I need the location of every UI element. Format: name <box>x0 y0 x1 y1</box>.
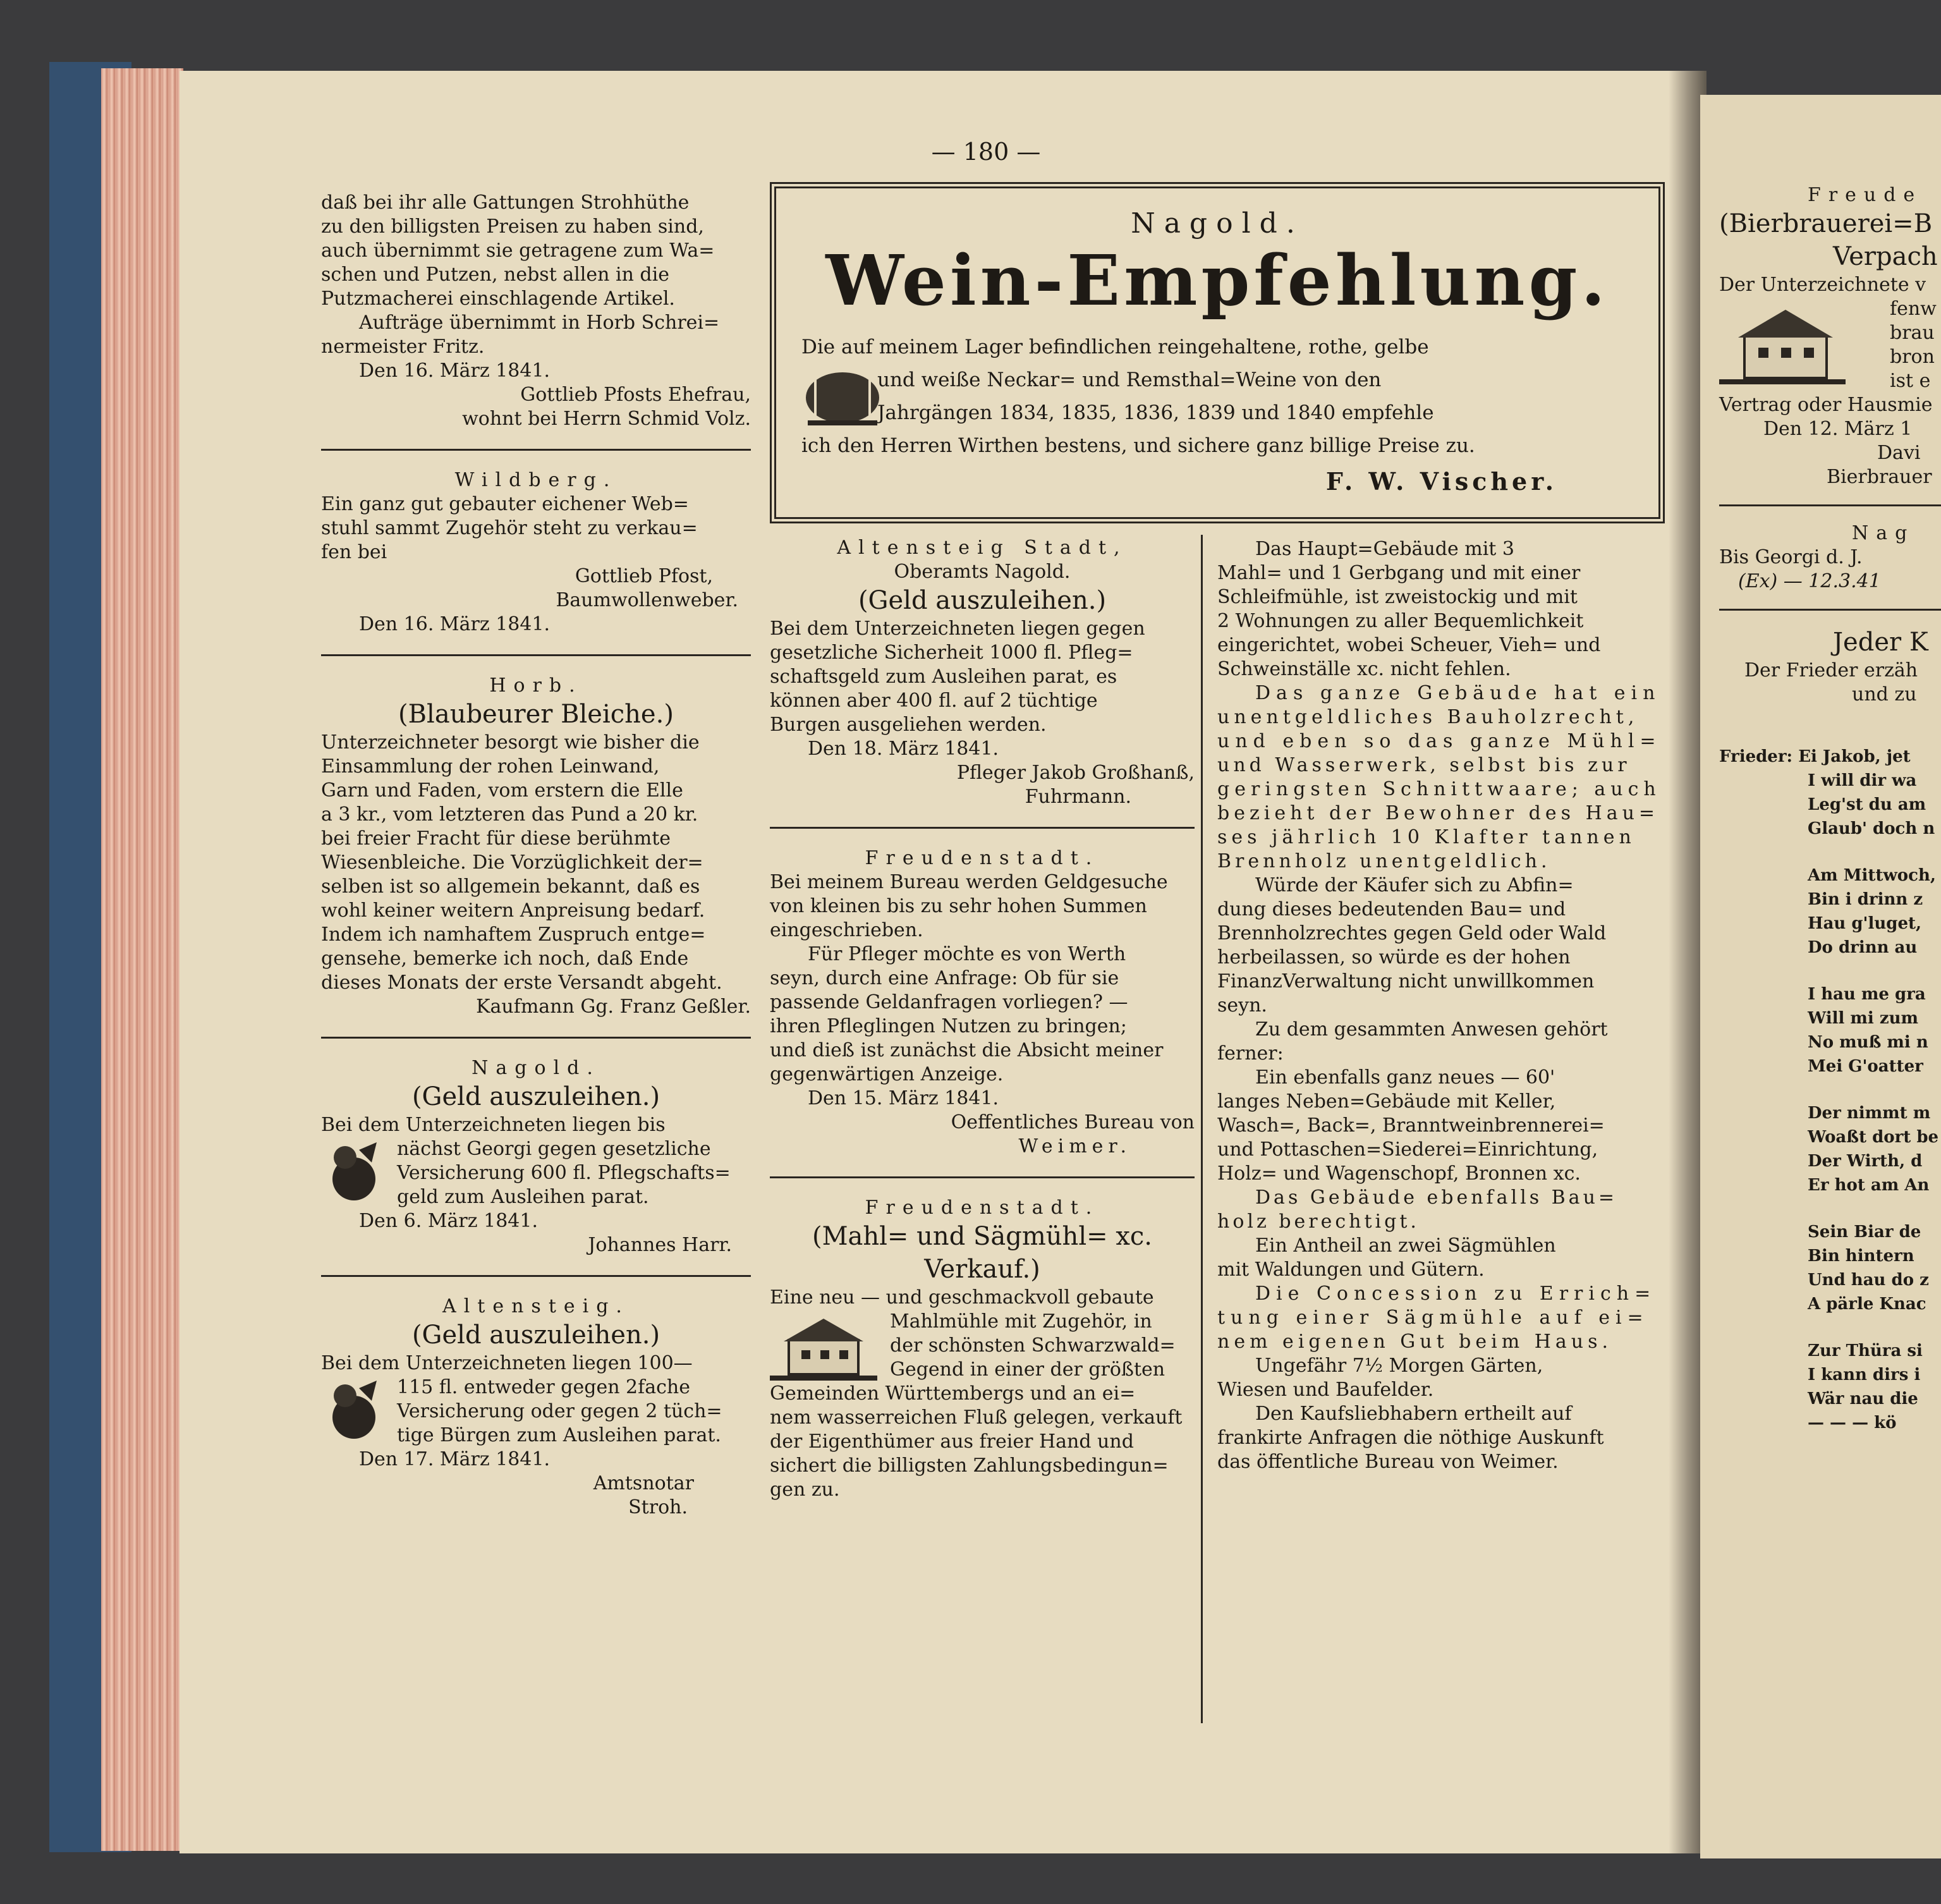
bleaching-notice <box>321 674 751 1019</box>
handwritten-note: (Ex) — 12.3.41 <box>1738 570 1881 592</box>
signature: Gottlieb Pfost, <box>575 565 713 587</box>
divider <box>770 827 1195 829</box>
loan-notice-altensteig-stadt <box>770 536 1195 809</box>
notice-heading: Altensteig. <box>442 1295 630 1317</box>
text-line: Verpach <box>1833 242 1938 271</box>
text-line: Schleifmühle, ist zweistockig und mit <box>1217 586 1578 608</box>
poem-line: I will dir wa <box>1808 771 1917 790</box>
text-line: Das Gebäude ebenfalls Bau= <box>1255 1187 1618 1209</box>
text-line: können aber 400 fl. auf 2 tüchtige <box>770 690 1098 712</box>
text-line: nächst Georgi gegen gesetzliche <box>397 1138 711 1160</box>
text-line: und dieß ist zunächst die Absicht meiner <box>770 1039 1164 1061</box>
text-line: zu den billigsten Preisen zu haben sind, <box>321 216 704 238</box>
poem-line: Do drinn au <box>1808 938 1918 957</box>
ad-signature: F. W. Vischer. <box>1325 467 1557 496</box>
ad-title: Wein-Empfehlung. <box>825 240 1609 321</box>
text-line: gensehe, bemerke ich noch, daß Ende <box>321 948 689 970</box>
poem-line: Bin hintern <box>1808 1247 1914 1266</box>
loan-notice-altensteig <box>321 1295 751 1520</box>
text-line: das öffentliche Bureau von Weimer. <box>1217 1451 1559 1473</box>
loan-notice-nagold <box>321 1056 751 1257</box>
poem-line: Sein Biar de <box>1808 1223 1921 1242</box>
notice-heading: Altensteig Stadt, <box>837 537 1128 559</box>
signature: wohnt bei Herrn Schmid Volz. <box>462 408 751 430</box>
text-line: selben ist so allgemein bekannt, daß es <box>321 876 700 898</box>
page-edges <box>101 68 183 1851</box>
date-line: Den 16. März 1841. <box>359 360 551 382</box>
bureau-notice <box>770 846 1195 1159</box>
text-line: Ein ganz gut gebauter eichener Web= <box>321 493 689 515</box>
notice-heading: Wildberg. <box>454 469 618 491</box>
text-line: Schweinställe xc. nicht fehlen. <box>1217 658 1511 680</box>
text-line: gegenwärtigen Anzeige. <box>770 1063 1004 1085</box>
text-line: Wiesenbleiche. Die Vorzüglichkeit der= <box>321 851 703 874</box>
text-line: Nag <box>1852 522 1915 544</box>
wine-barrel-icon <box>801 367 884 428</box>
text-line: Bei dem Unterzeichneten liegen bis <box>321 1114 666 1136</box>
text-line: (Bierbrauerei=B <box>1719 209 1933 238</box>
text-line: Davi <box>1877 442 1921 464</box>
loom-sale-notice <box>321 468 751 637</box>
right-column <box>1217 537 1662 1474</box>
text-line: fenw <box>1890 298 1937 320</box>
poem-line: — — — kö <box>1808 1413 1897 1432</box>
notice-title: (Mahl= und Sägmühl= xc. <box>812 1222 1153 1251</box>
text-line: nem wasserreichen Fluß gelegen, verkauft <box>770 1407 1183 1429</box>
signature: Amtsnotar <box>593 1472 694 1494</box>
ad-line: Jahrgängen 1834, 1835, 1836, 1839 und 1840 empfehle <box>877 401 1434 424</box>
text-line: frankirte Anfragen die nöthige Auskunft <box>1217 1427 1604 1449</box>
facing-page <box>1700 95 1941 1858</box>
column-divider <box>1201 535 1203 1723</box>
notice-subheading: Oberamts Nagold. <box>894 561 1071 583</box>
notice-title: (Geld auszuleihen.) <box>411 1082 660 1111</box>
illustrated-lines <box>321 1376 751 1448</box>
divider <box>321 1275 751 1277</box>
divider <box>770 1176 1195 1178</box>
notice-title: (Blaubeurer Bleiche.) <box>398 700 674 729</box>
poem-line: Bin i drinn z <box>1808 890 1923 909</box>
poem-line: Woaßt dort be <box>1808 1128 1939 1147</box>
text-line: nem eigenen Gut beim Haus. <box>1217 1331 1613 1353</box>
text-line: fen bei <box>321 541 387 563</box>
facing-page-text <box>1719 183 1941 1435</box>
text-line: tung einer Sägmühle auf ei= <box>1217 1307 1649 1329</box>
poem-line: Frieder: Ei Jakob, jet <box>1719 747 1911 766</box>
text-line: gen zu. <box>770 1479 840 1501</box>
text-line: Der Frieder erzäh <box>1744 659 1918 681</box>
text-line: dung dieses bedeutenden Bau= und <box>1217 898 1566 920</box>
text-line: langes Neben=Gebäude mit Keller, <box>1217 1090 1556 1113</box>
text-line: Das ganze Gebäude hat ein <box>1255 682 1661 704</box>
text-line: ses jährlich 10 Klafter tannen <box>1217 826 1636 848</box>
text-line: daß bei ihr alle Gattungen Strohhüthe <box>321 192 690 214</box>
poem-line: Mei G'oatter <box>1808 1057 1923 1076</box>
text-line: Für Pfleger möchte es von Werth <box>808 943 1126 965</box>
text-line: 115 fl. entweder gegen 2fache <box>397 1376 691 1398</box>
divider <box>321 1037 751 1039</box>
ad-content <box>801 201 1633 496</box>
text-line: Den 12. März 1 <box>1763 418 1913 440</box>
text-line: Gegend in einer der größten <box>890 1358 1165 1381</box>
notice-title: Verkauf.) <box>924 1255 1040 1284</box>
ad-line: Die auf meinem Lager befindlichen reingehaltene, rothe, gelbe <box>801 336 1429 358</box>
poem-line: Leg'st du am <box>1808 795 1926 814</box>
text-line: Die Concession zu Errich= <box>1255 1283 1657 1305</box>
notice-heading: Freudenstadt. <box>865 1197 1100 1219</box>
illustrated-lines <box>770 1310 1195 1382</box>
date-line: Den 6. März 1841. <box>359 1210 538 1232</box>
poem-line: Der Wirth, d <box>1808 1152 1923 1171</box>
text-line: Bei dem Unterzeichneten liegen gegen <box>770 618 1145 640</box>
text-line: bei freier Fracht für diese berühmte <box>321 827 671 850</box>
text-line: Burgen ausgeliehen werden. <box>770 714 1047 736</box>
wine-advertisement <box>770 182 1665 523</box>
text-line: Das Haupt=Gebäude mit 3 <box>1255 538 1514 560</box>
mill-house-icon <box>770 1312 877 1384</box>
divider <box>1719 504 1941 506</box>
signature: Oeffentliches Bureau von <box>951 1111 1195 1133</box>
signature: Kaufmann Gg. Franz Geßler. <box>476 996 751 1018</box>
date-line: Den 17. März 1841. <box>359 1448 551 1470</box>
text-line: Würde der Käufer sich zu Abfin= <box>1255 874 1574 896</box>
poem-line: Hau g'luget, <box>1808 914 1922 933</box>
poem-line: A pärle Knac <box>1808 1295 1926 1314</box>
poem-line: I hau me gra <box>1808 985 1926 1004</box>
left-column <box>321 191 751 1520</box>
notice-heading: Nagold. <box>472 1057 600 1079</box>
text-line: Mahl= und 1 Gerbgang und mit einer <box>1217 562 1581 584</box>
text-line: seyn, durch eine Anfrage: Ob für sie <box>770 967 1119 989</box>
notice-title: (Geld auszuleihen.) <box>411 1321 660 1350</box>
notice-heading: Horb. <box>489 674 583 697</box>
text-line: 2 Wohnungen zu aller Bequemlichkeit <box>1217 610 1584 632</box>
ad-place: Nagold. <box>1131 207 1304 240</box>
text-line: Brennholz unentgeldlich. <box>1217 850 1551 872</box>
poem-line: I kann dirs i <box>1808 1365 1921 1384</box>
text-line: Ungefähr 7½ Morgen Gärten, <box>1255 1355 1543 1377</box>
text-line: ist e <box>1890 370 1931 392</box>
text-line: Unterzeichneter besorgt wie bisher die <box>321 731 700 754</box>
text-line: gesetzliche Sicherheit 1000 fl. Pfleg= <box>770 642 1133 664</box>
text-line: Wasch=, Back=, Branntweinbrennerei= <box>1217 1114 1605 1137</box>
signature: Stroh. <box>628 1496 688 1518</box>
text-line: eingeschrieben. <box>770 919 923 941</box>
text-line: passende Geldanfragen vorliegen? — <box>770 991 1128 1013</box>
text-line: sichert die billigsten Zahlungsbedingun= <box>770 1455 1169 1477</box>
signature: Johannes Harr. <box>588 1234 732 1256</box>
text-line: Versicherung oder gegen 2 tüch= <box>397 1400 722 1422</box>
divider <box>321 449 751 451</box>
signature: Baumwollenweber. <box>556 589 738 611</box>
text-line: brau <box>1890 322 1935 344</box>
text-line: Bis Georgi d. J. <box>1719 546 1863 568</box>
text-line: bezieht der Bewohner des Hau= <box>1217 802 1660 824</box>
text-line: schen und Putzen, nebst allen in die <box>321 264 669 286</box>
poem-line: Zur Thüra si <box>1808 1341 1923 1360</box>
date-line: Den 15. März 1841. <box>808 1087 999 1109</box>
text-line: der Eigenthümer aus freier Hand und <box>770 1431 1134 1453</box>
text-line: Den Kaufsliebhabern ertheilt auf <box>1255 1403 1572 1425</box>
text-line: geld zum Ausleihen parat. <box>397 1186 649 1208</box>
text-line: ihren Pfleglingen Nutzen zu bringen; <box>770 1015 1127 1037</box>
text-line: stuhl sammt Zugehör steht zu verkau= <box>321 517 698 539</box>
signature: Weimer. <box>1018 1135 1131 1157</box>
middle-column <box>770 536 1195 1502</box>
text-line: Einsammlung der rohen Leinwand, <box>321 755 660 778</box>
date-line: Den 18. März 1841. <box>808 738 999 760</box>
divider <box>321 654 751 656</box>
text-line: FinanzVerwaltung nicht unwillkommen <box>1217 970 1595 992</box>
money-bag-icon <box>321 1137 384 1207</box>
text-line: holz berechtigt. <box>1217 1211 1420 1233</box>
straw-hat-notice <box>321 191 751 431</box>
poem-line: Wär nau die <box>1808 1389 1918 1408</box>
text-line: seyn. <box>1217 994 1267 1016</box>
text-line: Versicherung 600 fl. Pflegschafts= <box>397 1162 731 1184</box>
text-line: Der Unterzeichnete v <box>1719 274 1926 296</box>
text-line: Jeder K <box>1833 628 1928 657</box>
text-line: Bei dem Unterzeichneten liegen 100— <box>321 1352 693 1374</box>
ad-line: und weiße Neckar= und Remsthal=Weine von den <box>877 369 1382 391</box>
notice-heading: Freudenstadt. <box>865 847 1100 869</box>
notice-title: (Geld auszuleihen.) <box>858 586 1107 615</box>
poem-line: Am Mittwoch, <box>1808 866 1936 885</box>
text-line: a 3 kr., vom letzteren das Pund a 20 kr. <box>321 803 698 826</box>
text-line: Ein ebenfalls ganz neues — 60' <box>1255 1066 1555 1089</box>
text-line: Ein Antheil an zwei Sägmühlen <box>1255 1235 1556 1257</box>
text-line: dieses Monats der erste Versandt abgeht. <box>321 972 722 994</box>
text-line: Bierbrauer <box>1827 466 1932 488</box>
text-line: auch übernimmt sie getragene zum Wa= <box>321 240 715 262</box>
text-line: Brennholzrechtes gegen Geld oder Wald <box>1217 922 1607 944</box>
text-line: wohl keiner weitern Anpreisung bedarf. <box>321 900 705 922</box>
ad-illustrated-lines <box>801 363 1633 429</box>
text-line: unentgeldliches Bauholzrecht, <box>1217 706 1639 728</box>
text-line: eingerichtet, wobei Scheuer, Vieh= und <box>1217 634 1601 656</box>
text-line: nermeister Fritz. <box>321 336 485 358</box>
text-line: Bei meinem Bureau werden Geldgesuche <box>770 871 1168 893</box>
text-line: Holz= und Wagenschopf, Bronnen xc. <box>1217 1163 1581 1185</box>
text-line: Wiesen und Baufelder. <box>1217 1379 1434 1401</box>
text-line: Indem ich namhaftem Zuspruch entge= <box>321 924 706 946</box>
text-line: Aufträge übernimmt in Horb Schrei= <box>359 312 720 334</box>
illustrated-lines <box>1719 297 1941 393</box>
poem-line: Der nimmt m <box>1808 1104 1931 1123</box>
text-line: ferner: <box>1217 1042 1284 1065</box>
mill-sale-notice <box>770 1196 1195 1502</box>
poem-line: No muß mi n <box>1808 1033 1928 1052</box>
text-line: Vertrag oder Hausmie <box>1719 394 1933 416</box>
text-line: Putzmacherei einschlagende Artikel. <box>321 288 675 310</box>
text-line: schaftsgeld zum Ausleihen parat, es <box>770 666 1117 688</box>
illustrated-lines <box>321 1137 751 1209</box>
text-line: mit Waldungen und Gütern. <box>1217 1259 1485 1281</box>
text-line: und zu <box>1852 683 1917 705</box>
text-line: Gemeinden Württembergs und an ei= <box>770 1382 1136 1405</box>
poem-line: Will mi zum <box>1808 1009 1919 1028</box>
signature: Fuhrmann. <box>1025 786 1131 808</box>
text-line: von kleinen bis zu sehr hohen Summen <box>770 895 1147 917</box>
text-line: Zu dem gesammten Anwesen gehört <box>1255 1018 1608 1040</box>
text-line: Freude <box>1808 184 1923 206</box>
text-line: herbeilassen, so würde es der hohen <box>1217 946 1571 968</box>
brewery-house-icon <box>1719 301 1846 389</box>
money-bag-icon <box>321 1376 384 1445</box>
text-line: geringsten Schnittwaare; auch <box>1217 778 1661 800</box>
text-line: Eine neu — und geschmackvoll gebaute <box>770 1286 1154 1309</box>
text-line: bron <box>1890 346 1935 368</box>
poem-line: Und hau do z <box>1808 1271 1929 1290</box>
text-line: Mahlmühle mit Zugehör, in <box>890 1310 1152 1333</box>
text-line: tige Bürgen zum Ausleihen parat. <box>397 1424 721 1446</box>
text-line: und eben so das ganze Mühl= <box>1217 730 1662 752</box>
page-number: — 180 — <box>931 138 1041 166</box>
divider <box>1719 609 1941 611</box>
text-line: der schönsten Schwarzwald= <box>890 1334 1176 1357</box>
signature: Gottlieb Pfosts Ehefrau, <box>520 384 751 406</box>
text-line: und Pottaschen=Siederei=Einrichtung, <box>1217 1138 1598 1161</box>
signature: Pfleger Jakob Großhanß, <box>956 762 1195 784</box>
text-line: Garn und Faden, vom erstern die Elle <box>321 779 683 802</box>
ad-line: ich den Herren Wirthen bestens, und sichere ganz billige Preise zu. <box>801 434 1475 457</box>
text-line: und Wasserwerk, selbst bis zur <box>1217 754 1631 776</box>
poem-line: Glaub' doch n <box>1808 819 1935 838</box>
poem-line: Er hot am An <box>1808 1176 1930 1195</box>
date-line: Den 16. März 1841. <box>359 613 551 635</box>
